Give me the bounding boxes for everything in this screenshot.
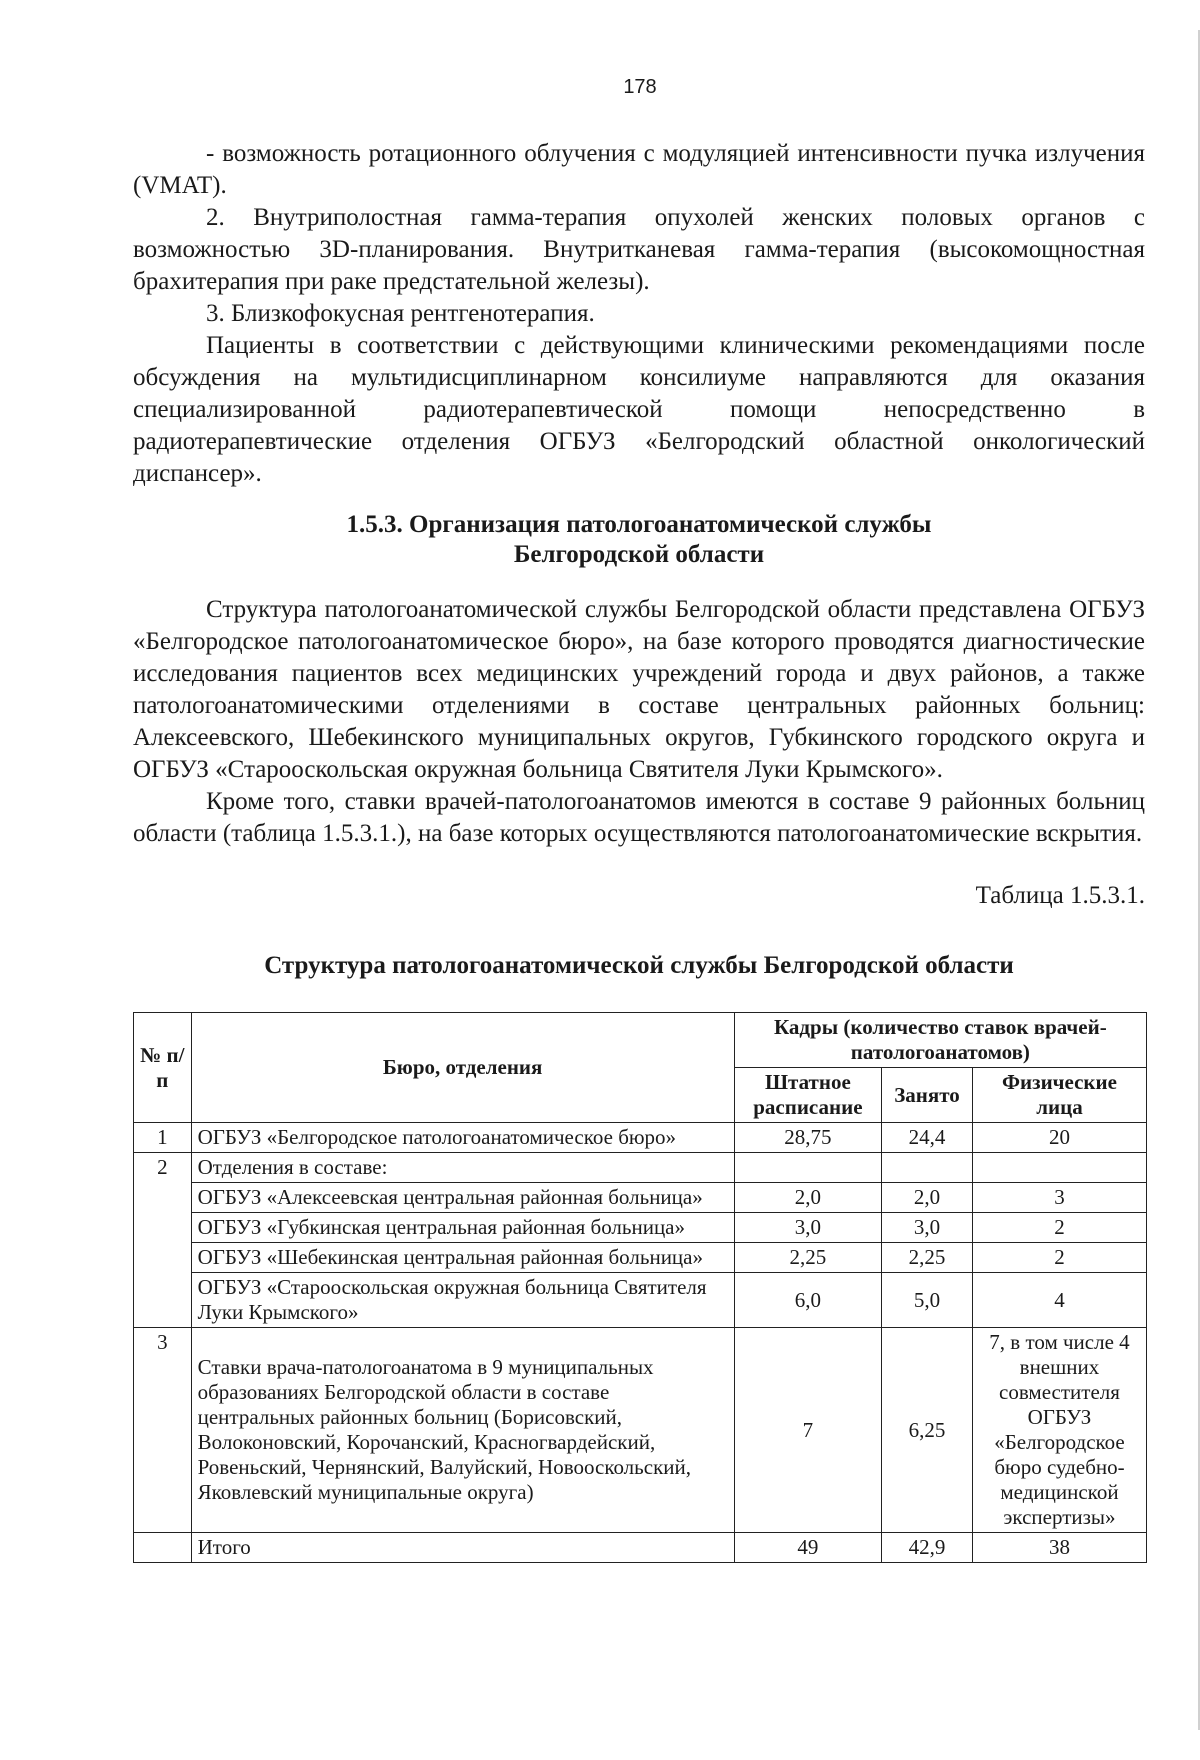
cell-persons: 38 (972, 1533, 1146, 1563)
header-occupied: Занято (882, 1068, 973, 1123)
table-title: Структура патологоанатомической службы Белгородской области (264, 952, 1014, 979)
cell-num (134, 1533, 192, 1563)
cell-name: ОГБУЗ «Старооскольская окружная больница Святителя Луки Крымского» (191, 1273, 734, 1328)
cell-persons: 7, в том числе 4 внешних совместителя ОГБУЗ «Белгородское бюро судебно-медицинской экспертизы» (972, 1328, 1146, 1533)
cell-planned: 2,0 (734, 1183, 881, 1213)
paragraph-gamma-therapy: 2. Внутриполостная гамма-терапия опухолей женских половых органов с возможностью 3D-планирования. Внутритканевая гамма-терапия (высокомощностная брахитерапия при раке предстательной железы). (133, 204, 1145, 295)
cell-num: 1 (134, 1123, 192, 1153)
header-num: № п/п (134, 1013, 192, 1123)
cell-occupied: 3,0 (882, 1213, 973, 1243)
cell-name: Отделения в составе: (191, 1153, 734, 1183)
page-number: 178 (623, 76, 657, 98)
section-heading (133, 510, 1145, 570)
table-row (134, 1273, 1147, 1328)
cell-occupied: 42,9 (882, 1533, 973, 1563)
cell-occupied (882, 1153, 973, 1183)
paragraph-additional: Кроме того, ставки врачей-патологоанатомов имеются в составе 9 районных больниц области (таблица 1.5.3.1.), на базе которых осуществляются патологоанатомические вскрытия. (133, 788, 1145, 847)
paragraph-structure: Структура патологоанатомической службы Белгородской области представлена ОГБУЗ «Белгородское патологоанатомическое бюро», на базе которого проводятся диагностические исследования пациентов всех медицинских учреждений города и двух районов, а также патологоанатомическими отделениями в составе центральных районных больниц: Алексеевского, Шебекинского муниципальных округов, Губкинского городского округа и ОГБУЗ «Старооскольская окружная больница Святителя Луки Крымского». (133, 596, 1145, 783)
cell-occupied: 6,25 (882, 1328, 973, 1533)
paragraph-patients: Пациенты в соответствии с действующими клиническими рекомендациями после обсуждения на мультидисциплинарном консилиуме направляются для оказания специализированной радиотерапевтической помощи непосредственно в радиотерапевтические отделения ОГБУЗ «Белгородский областной онкологический диспансер». (133, 332, 1145, 487)
cell-name: Ставки врача-патологоанатома в 9 муниципальных образованиях Белгородской области в составе центральных районных больниц (Борисовский, Волоконовский, Корочанский, Красногвардейский, Ровеньский, Чернянский, Валуйский, Новооскольский, Яковлевский муниципальные округа) (191, 1328, 734, 1533)
paragraph-xray-therapy: 3. Близкофокусная рентгенотерапия. (206, 300, 595, 327)
table-row (134, 1213, 1147, 1243)
cell-persons: 2 (972, 1213, 1146, 1243)
table-row (134, 1243, 1147, 1273)
cell-name: ОГБУЗ «Алексеевская центральная районная больница» (191, 1183, 734, 1213)
cell-occupied: 2,25 (882, 1243, 973, 1273)
service-structure-table (133, 1012, 1147, 1563)
header-persons: Физические лица (972, 1068, 1146, 1123)
cell-planned: 7 (734, 1328, 881, 1533)
cell-name: ОГБУЗ «Белгородское патологоанатомическое бюро» (191, 1123, 734, 1153)
cell-planned: 28,75 (734, 1123, 881, 1153)
cell-persons (972, 1153, 1146, 1183)
cell-occupied: 2,0 (882, 1183, 973, 1213)
cell-persons: 4 (972, 1273, 1146, 1328)
table-total-row (134, 1533, 1147, 1563)
cell-occupied: 5,0 (882, 1273, 973, 1328)
cell-num: 2 (134, 1153, 192, 1328)
cell-persons: 3 (972, 1183, 1146, 1213)
table-row (134, 1183, 1147, 1213)
table-label: Таблица 1.5.3.1. (975, 882, 1145, 909)
cell-persons: 2 (972, 1243, 1146, 1273)
table-header-row (134, 1013, 1147, 1068)
cell-planned: 2,25 (734, 1243, 881, 1273)
cell-num: 3 (134, 1328, 192, 1533)
cell-planned: 6,0 (734, 1273, 881, 1328)
paragraph-vmat: - возможность ротационного облучения с модуляцией интенсивности пучка излучения (VMAT). (133, 140, 1145, 199)
section-heading-line2: Белгородской области (513, 541, 765, 568)
header-name: Бюро, отделения (191, 1013, 734, 1123)
cell-name: ОГБУЗ «Губкинская центральная районная больница» (191, 1213, 734, 1243)
table-row (134, 1328, 1147, 1533)
section-heading-line1: 1.5.3. Организация патологоанатомической службы (346, 511, 932, 538)
header-staff-group: Кадры (количество ставок врачей-патологоанатомов) (734, 1013, 1146, 1068)
cell-occupied: 24,4 (882, 1123, 973, 1153)
table-row (134, 1153, 1147, 1183)
cell-planned (734, 1153, 881, 1183)
document-body (133, 138, 1145, 1563)
cell-planned: 3,0 (734, 1213, 881, 1243)
cell-persons: 20 (972, 1123, 1146, 1153)
cell-name: Итого (191, 1533, 734, 1563)
header-planned: Штатное расписание (734, 1068, 881, 1123)
cell-name: ОГБУЗ «Шебекинская центральная районная больница» (191, 1243, 734, 1273)
table-row (134, 1123, 1147, 1153)
cell-planned: 49 (734, 1533, 881, 1563)
